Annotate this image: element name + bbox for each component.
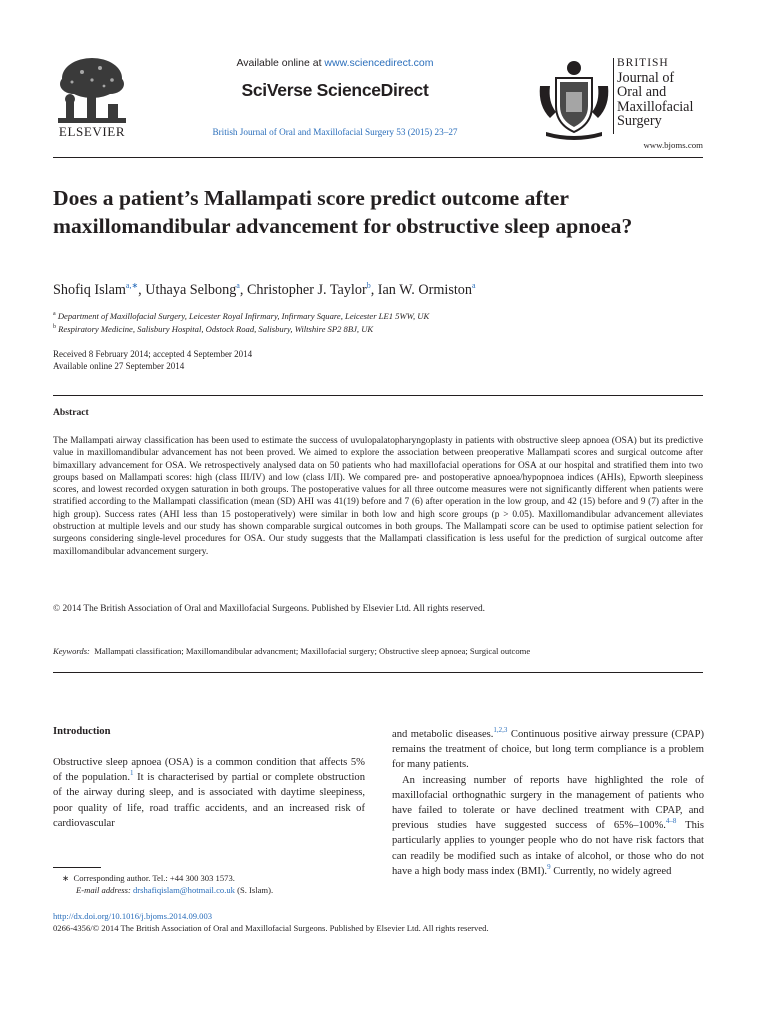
- abstract-bottom-divider: [53, 672, 703, 673]
- crest-divider: [613, 58, 614, 134]
- introduction-heading: Introduction: [53, 726, 111, 737]
- footnote-divider: [53, 867, 101, 868]
- available-online-date: Available online 27 September 2014: [53, 361, 185, 371]
- author-separator: ,: [138, 282, 146, 298]
- footnotes: [62, 872, 362, 896]
- keywords-label: Keywords:: [53, 646, 90, 656]
- affiliation-item: [53, 310, 693, 323]
- author-affiliation-link[interactable]: b: [366, 281, 371, 290]
- affiliation-marker: b: [53, 323, 56, 330]
- affiliation-marker: a: [53, 311, 56, 317]
- journal-title-line: BRITISH: [617, 57, 669, 69]
- article-dates: [53, 348, 693, 372]
- reference-link[interactable]: 4–8: [665, 817, 677, 826]
- journal-crest-icon: [536, 56, 612, 140]
- abstract-text: The Mallampati airway classification has been used to estimate the success of uvulopalatopharyngoplasty in patients with obstructive sleep apnoea (OSA) but its predictive value in maxillomandibular advancement has not been proved. We aimed to explore the association between preoperative Mallampati scores and surgical outcome after bimaxillary advancement for OSA. We retrospectively analysed data on 50 patients who had maxillofacial operations for OSA at our hospital and stratified them into two groups based on Mallampati scores: high (class III/IV) and low (class I/II). We compared pre- and postoperative apnoea/hypopnoea indices (AHIs), Epworth sleepiness scores, and lowest recorded oxygen saturation in both groups. The postoperative values for all three outcome measures were not significantly different when patients were stratified according to the Mallampati classification (mean (SD) AHI was 41(19) before and 7 (6) after operation in the low group, and 42 (15) before and 9 (7) after in the high group). Success rates (AHI less than 15 postoperatively) were similar in both low and high score groups (p > 0.05). Maxillomandibular advancement alleviates obstruction at multiple levels and our study has shown comparable surgical outcomes in both groups. The Mallampati score can be used to optimise patient selection for surgeons considering single-level procedures for OSA. Our study suggests that the Mallampati classification is less useful for the prediction of surgical outcome after maxillomandibular advancement surgery.: [53, 436, 703, 557]
- header-divider: [53, 157, 703, 158]
- article-title: Does a patient’s Mallampati score predict outcome after maxillomandibular advancement for obstructive sleep apnoea?: [53, 186, 633, 238]
- left-column: [53, 755, 365, 831]
- affiliation-item: [53, 323, 693, 336]
- author-affiliation-link[interactable]: a: [471, 281, 476, 290]
- right-column: [392, 727, 704, 879]
- publisher-name: ELSEVIER: [58, 124, 126, 139]
- email-note: [62, 884, 362, 896]
- footnote-star: ∗: [62, 873, 70, 883]
- keywords-text: Mallampati classification; Maxillomandibular advancment; Maxillofacial surgery; Obstructive sleep apnoea; Surgical outcome: [94, 646, 531, 656]
- corresponding-text: Corresponding author. Tel.: +44 300 303 1573.: [73, 873, 235, 883]
- journal-title-line: Surgery: [617, 113, 662, 129]
- received-date: Received 8 February 2014; accepted 4 September 2014: [53, 349, 253, 359]
- abstract-top-divider: [53, 395, 703, 396]
- available-prefix: Available online at: [236, 57, 325, 69]
- author-affiliation-link[interactable]: a: [236, 281, 240, 290]
- paragraph-text: Continuous positive airway pressure (CPAP) remains the treatment of choice, but long term compliance is a problem for many patients.: [392, 729, 704, 771]
- reference-link[interactable]: 1,2,3: [493, 726, 508, 734]
- intro-paragraph: [392, 773, 704, 879]
- journal-citation-link[interactable]: British Journal of Oral and Maxillofacial Surgery 53 (2015) 23–27: [212, 127, 458, 137]
- author-name: Shofiq Islam: [53, 282, 126, 298]
- abstract-heading: Abstract: [53, 407, 89, 418]
- sciencedirect-link[interactable]: www.sciencedirect.com: [324, 57, 434, 69]
- paragraph-text: An increasing number of reports have highlighted the role of maxillofacial orthognathic surgery in the management of patients who have failed to tolerate or have declined treatment with CPAP, and previous studies have suggested success of 65%–100%.: [392, 774, 704, 832]
- author-name: Ian W. Ormiston: [377, 282, 472, 298]
- author-name: Christopher J. Taylor: [246, 282, 367, 298]
- reference-link[interactable]: 9: [547, 862, 551, 871]
- available-online-line: [150, 57, 520, 69]
- email-label: E-mail address:: [76, 885, 131, 895]
- reference-link[interactable]: 1: [130, 769, 134, 778]
- corresponding-author-note: [62, 872, 362, 884]
- paragraph-text: This particularly applies to younger people who do not have risk factors that can readily be modified such as intake of alcohol, or those who do not have a high body mass index (BMI).: [392, 820, 704, 877]
- doi-link[interactable]: http://dx.doi.org/10.1016/j.bjoms.2014.09.003: [53, 911, 213, 921]
- affiliations: [53, 310, 693, 335]
- intro-paragraph: [392, 727, 704, 773]
- paragraph-text: It is characterised by partial or complete obstruction of the airway during sleep, and is associated with daytime sleepiness, poor quality of life, road traffic accidents, and an increased risk of cardiovascular: [53, 772, 365, 829]
- author-name: Uthaya Selbong: [145, 282, 237, 298]
- affiliation-text: Respiratory Medicine, Salisbury Hospital, Odstock Road, Salisbury, Wiltshire SP2 8BJ, UK: [58, 323, 374, 334]
- journal-url-link[interactable]: www.bjoms.com: [643, 140, 703, 150]
- abstract-copyright: © 2014 The British Association of Oral and Maxillofacial Surgeons. Published by Elsevier Ltd. All rights reserved.: [53, 604, 485, 614]
- paragraph-text: Obstructive sleep apnoea (OSA) is a common condition that affects 5% of the population.: [53, 757, 365, 784]
- paragraph-text: and metabolic diseases.: [392, 729, 494, 740]
- issn-copyright: 0266-4356/© 2014 The British Association of Oral and Maxillofacial Surgeons. Published by Elsevier Ltd. All rights reserved.: [53, 923, 489, 933]
- email-suffix: (S. Islam).: [234, 885, 274, 895]
- journal-title-line: Oral and: [617, 84, 667, 100]
- keywords: [53, 646, 703, 656]
- journal-title-line: Maxillofacial: [617, 98, 694, 115]
- paragraph-text: Currently, no widely agreed: [550, 865, 672, 877]
- journal-title-block: [617, 56, 693, 129]
- intro-paragraph: [53, 755, 365, 831]
- journal-title-line: Journal of: [617, 69, 675, 86]
- author-affiliation-link[interactable]: a,∗: [125, 281, 139, 290]
- affiliation-text: Department of Maxillofacial Surgery, Leicester Royal Infirmary, Infirmary Square, Leicester LE1 5WW, UK: [57, 311, 430, 321]
- email-link[interactable]: drshafiqislam@hotmail.co.uk: [132, 885, 235, 895]
- author-separator: ,: [239, 282, 247, 298]
- author-list: [53, 282, 693, 299]
- author-separator: ,: [370, 282, 378, 298]
- sciverse-brand: SciVerse ScienceDirect: [241, 80, 429, 100]
